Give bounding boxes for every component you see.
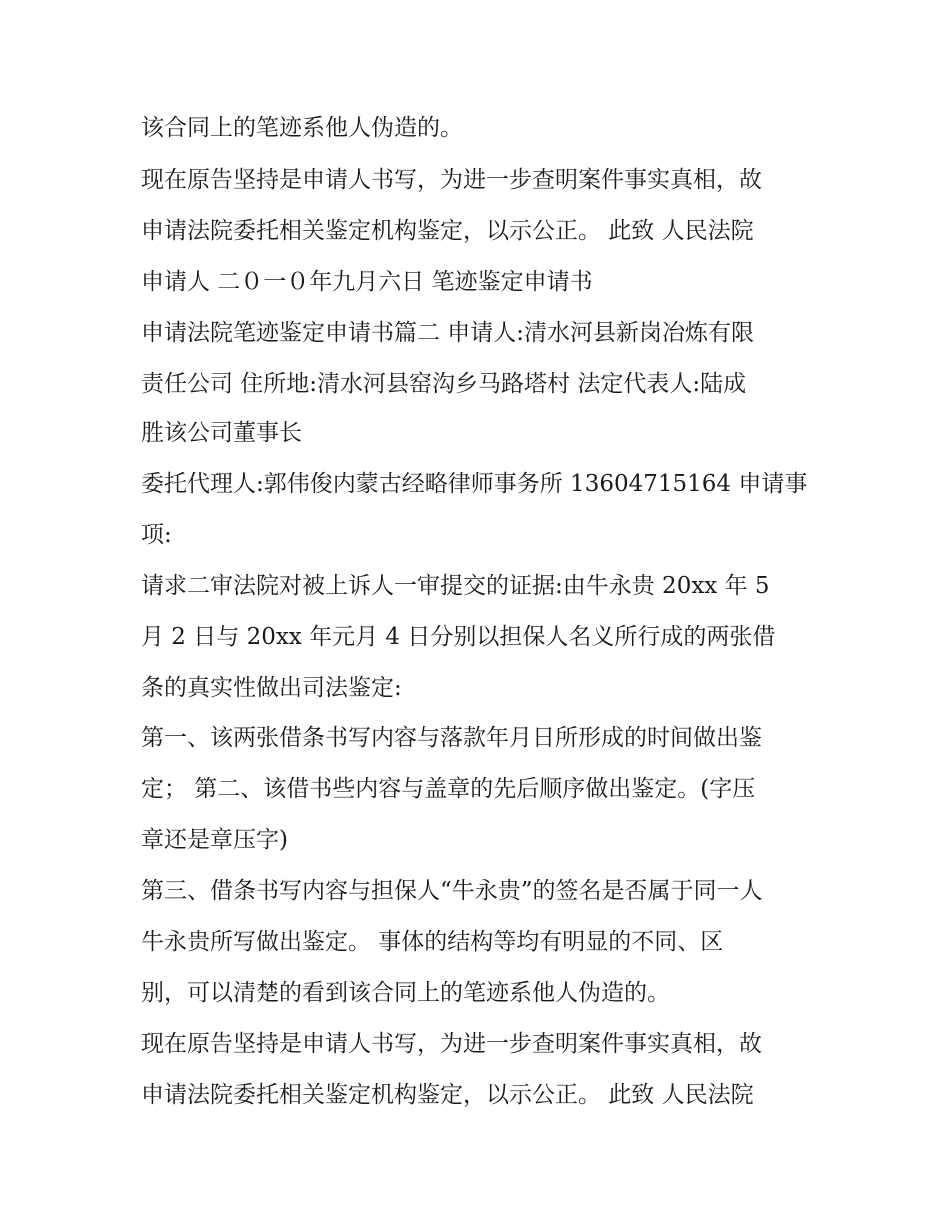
text-line: 定； 第二、该借书些内容与盖章的先后顺序做出鉴定。(字压 [141, 776, 756, 802]
text-line: 现在原告坚持是申请人书写，为进一步查明案件事实真相，故 [141, 167, 762, 193]
text-line: 申请法院委托相关鉴定机构鉴定，以示公正。 此致 人民法院 [141, 1082, 754, 1108]
text-line: 该合同上的笔迹系他人伪造的。 [141, 115, 463, 141]
text-line: 别，可以清楚的看到该合同上的笔迹系他人伪造的。 [141, 980, 670, 1006]
text-line: 牛永贵所写做出鉴定。 事体的结构等均有明显的不同、区 [141, 929, 724, 955]
text-line: 胜该公司董事长 [141, 420, 302, 446]
text-line: 现在原告坚持是申请人书写，为进一步查明案件事实真相，故 [141, 1031, 762, 1057]
text-line: 章还是章压字) [141, 827, 288, 853]
text-line: 责任公司 住所地:清水河县窑沟乡马路塔村 法定代表人:陆成 [141, 371, 747, 397]
text-line: 项: [141, 522, 172, 548]
text-line: 申请法院委托相关鉴定机构鉴定，以示公正。 此致 人民法院 [141, 218, 754, 244]
text-line: 申请人 二０一０年九月六日 笔迹鉴定申请书 [141, 269, 593, 295]
text-line: 条的真实性做出司法鉴定: [141, 675, 402, 701]
text-line: 委托代理人:郭伟俊内蒙古经略律师事务所 13604715164 申请事 [141, 471, 808, 497]
text-line: 月 2 日与 20xx 年元月 4 日分别以担保人名义所行成的两张借 [141, 624, 776, 650]
text-line: 第三、借条书写内容与担保人“牛永贵”的签名是否属于同一人 [141, 878, 763, 904]
text-line: 申请法院笔迹鉴定申请书篇二 申请人:清水河县新岗冶炼有限 [141, 320, 755, 346]
text-line: 第一、该两张借条书写内容与落款年月日所形成的时间做出鉴 [141, 725, 762, 751]
text-line: 请求二审法院对被上诉人一审提交的证据:由牛永贵 20xx 年 5 [141, 573, 770, 599]
